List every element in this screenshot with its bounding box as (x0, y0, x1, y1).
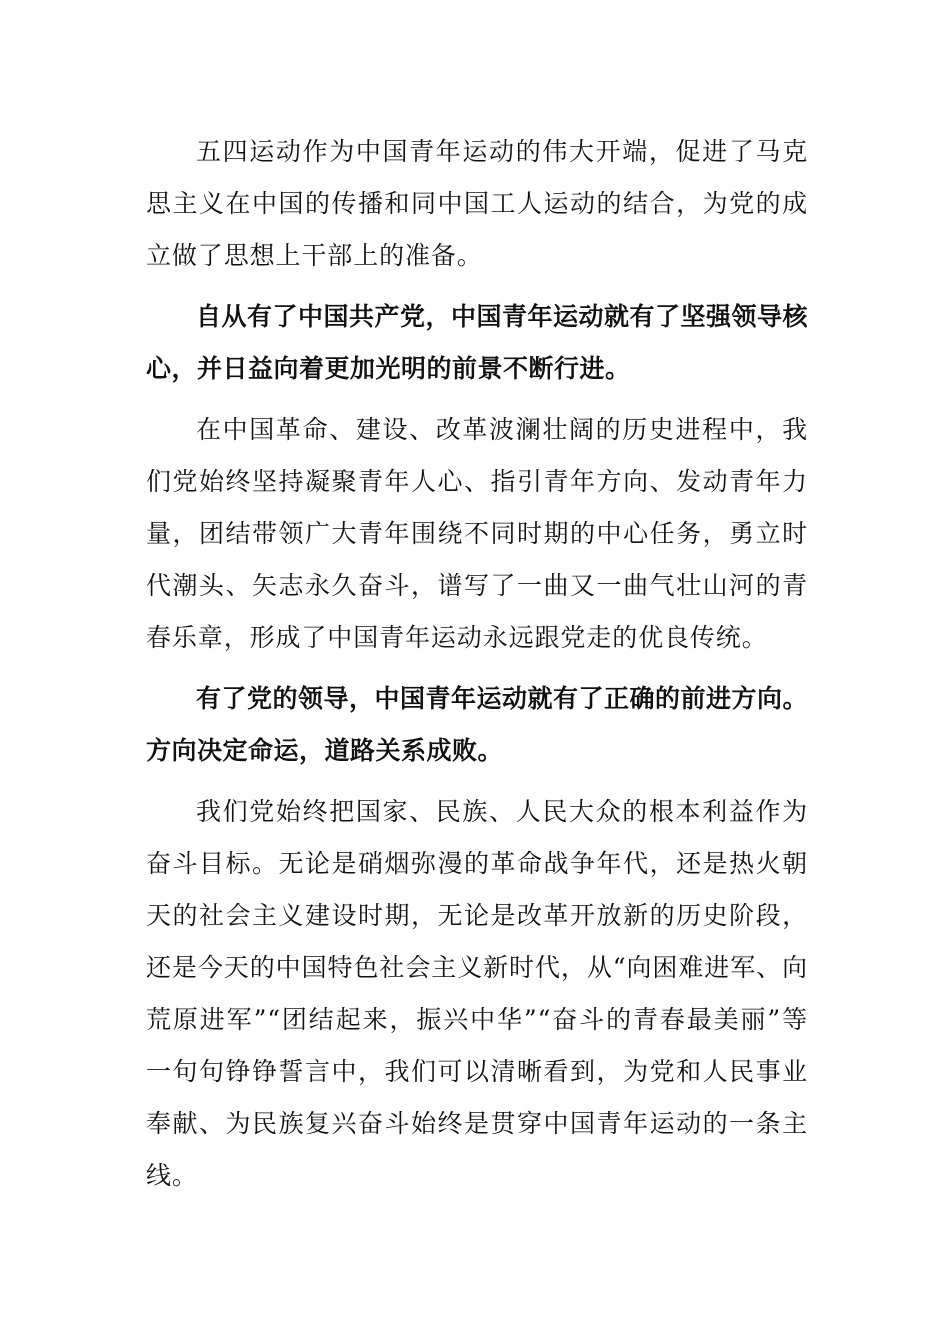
paragraph-spacer (146, 282, 808, 291)
heading-party-leadership-core: 自从有了中国共产党，中国青年运动就有了坚强领导核心，并日益向着更加光明的前景不断行进。 (146, 302, 809, 383)
document-body (146, 126, 808, 1202)
paragraph-spacer (146, 395, 808, 404)
paragraph-spacer (146, 664, 808, 673)
paragraph-historical-process: 在中国革命、建设、改革波澜壮阔的历史进程中，我们党始终坚持凝聚青年人心、指引青年方向、发动青年力量，团结带领广大青年围绕不同时期的中心任务，勇立时代潮头、矢志永久奋斗，谱写了一曲又一曲气壮山河的青春乐章，形成了中国青年运动永远跟党走的优良传统。 (146, 415, 808, 652)
paragraph-may-fourth: 五四运动作为中国青年运动的伟大开端，促进了马克思主义在中国的传播和同中国工人运动的结合，为党的成立做了思想上干部上的准备。 (146, 137, 808, 270)
paragraph-spacer (146, 777, 808, 786)
heading-correct-direction: 有了党的领导，中国青年运动就有了正确的前进方向。方向决定命运，道路关系成败。 (146, 684, 809, 765)
paragraph-fundamental-interests: 我们党始终把国家、民族、人民大众的根本利益作为奋斗目标。无论是硝烟弥漫的革命战争年代，还是热火朝天的社会主义建设时期，无论是改革开放新的历史阶段，还是今天的中国特色社会主义新时代，从“向困难进军、向荒原进军”“团结起来，振兴中华”“奋斗的青春最美丽”等一句句铮铮誓言中，我们可以清晰看到，为党和人民事业奉献、为民族复兴奋斗始终是贯穿中国青年运动的一条主线。 (146, 797, 808, 1190)
